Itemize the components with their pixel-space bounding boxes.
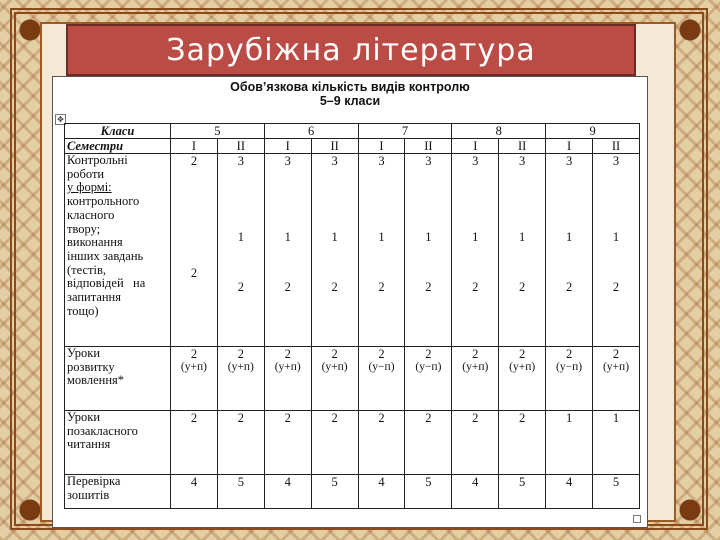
label-line: розвитку bbox=[67, 359, 115, 374]
tasks-value: 2 bbox=[472, 280, 479, 294]
total-value: 3 bbox=[565, 154, 573, 168]
notebooks-label bbox=[65, 475, 171, 509]
speech-cell bbox=[358, 347, 405, 411]
speech-value: 2 bbox=[190, 347, 198, 361]
table-row-classes bbox=[65, 124, 640, 139]
speech-cell bbox=[546, 347, 593, 411]
control-cell bbox=[264, 154, 311, 347]
speech-value: 2 bbox=[237, 347, 244, 361]
speech-cell bbox=[405, 347, 452, 411]
speech-note: (у+п) bbox=[227, 361, 254, 373]
semester-cell: II bbox=[217, 139, 264, 154]
essay-value: 1 bbox=[425, 230, 432, 244]
notebooks-cell: 5 bbox=[217, 475, 264, 509]
total-value: 2 bbox=[190, 154, 198, 168]
table-move-handle-icon[interactable]: ✥ bbox=[55, 114, 66, 125]
label-line: у формі: bbox=[67, 180, 112, 195]
essay-value: 1 bbox=[519, 230, 526, 244]
speech-note: (у+п) bbox=[509, 361, 536, 373]
label-line: класного bbox=[67, 207, 115, 222]
total-value: 3 bbox=[612, 154, 620, 168]
notebooks-cell: 5 bbox=[499, 475, 546, 509]
total-value: 3 bbox=[472, 154, 479, 168]
tasks-value: 2 bbox=[425, 280, 432, 294]
semester-cell: II bbox=[405, 139, 452, 154]
speech-value: 2 bbox=[472, 347, 479, 361]
label-line: твору; bbox=[67, 221, 101, 236]
heading-line-2: 5–9 класи bbox=[319, 94, 381, 108]
label-line: Уроки bbox=[67, 346, 101, 360]
control-cell bbox=[358, 154, 405, 347]
speech-value: 2 bbox=[565, 347, 573, 361]
speech-cell bbox=[217, 347, 264, 411]
grade-header: 9 bbox=[546, 124, 640, 139]
label-line: відповідей на bbox=[67, 276, 146, 291]
grade-header: 5 bbox=[171, 124, 265, 139]
speech-note: (у+п) bbox=[274, 361, 301, 373]
table-row-control-works bbox=[65, 154, 640, 347]
total-value: 3 bbox=[331, 154, 338, 168]
speech-cell bbox=[452, 347, 499, 411]
heading-line-1: Обов’язкова кількість видів контролю bbox=[230, 80, 470, 94]
speech-cell bbox=[171, 347, 218, 411]
speech-note: (у−п) bbox=[368, 361, 395, 373]
speech-value: 2 bbox=[284, 347, 291, 361]
speech-note: (у+п) bbox=[462, 361, 489, 373]
total-value: 3 bbox=[237, 154, 244, 168]
control-cell bbox=[499, 154, 546, 347]
speech-note: (у+п) bbox=[602, 361, 630, 373]
speech-value: 2 bbox=[425, 347, 432, 361]
essay-value: 1 bbox=[612, 230, 620, 244]
essay-value: 1 bbox=[284, 230, 291, 244]
extracurricular-cell: 2 bbox=[499, 411, 546, 475]
control-cell bbox=[593, 154, 640, 347]
tasks-value: 2 bbox=[378, 280, 385, 294]
speech-note: (у+п) bbox=[180, 361, 207, 373]
notebooks-cell: 4 bbox=[546, 475, 593, 509]
label-line: виконання bbox=[67, 235, 123, 250]
label-line: Уроки bbox=[67, 410, 101, 424]
notebooks-cell: 5 bbox=[311, 475, 358, 509]
total-value: 3 bbox=[425, 154, 432, 168]
speech-note: (у−п) bbox=[556, 361, 583, 373]
label-line: Контрольні bbox=[67, 153, 128, 167]
label-line: Перевірка bbox=[67, 474, 121, 488]
control-table bbox=[64, 123, 640, 509]
label-line: роботи bbox=[67, 166, 105, 181]
classes-header: Класи bbox=[65, 124, 171, 139]
speech-cell bbox=[593, 347, 640, 411]
extracurricular-label bbox=[65, 411, 171, 475]
notebooks-cell: 4 bbox=[358, 475, 405, 509]
control-cell bbox=[546, 154, 593, 347]
control-cell bbox=[171, 154, 218, 347]
tasks-value: 2 bbox=[519, 280, 526, 294]
control-cell bbox=[217, 154, 264, 347]
tasks-value: 2 bbox=[612, 280, 620, 294]
control-cell bbox=[452, 154, 499, 347]
tasks-value: 2 bbox=[565, 280, 573, 294]
notebooks-cell: 4 bbox=[171, 475, 218, 509]
essay-value: 1 bbox=[472, 230, 479, 244]
label-line: інших завдань bbox=[67, 248, 144, 263]
extracurricular-cell: 2 bbox=[264, 411, 311, 475]
speech-value: 2 bbox=[519, 347, 526, 361]
embedded-document bbox=[52, 76, 648, 528]
table-row-extracurricular bbox=[65, 411, 640, 475]
extracurricular-cell: 2 bbox=[171, 411, 218, 475]
grade-header: 6 bbox=[264, 124, 358, 139]
speech-cell bbox=[311, 347, 358, 411]
label-line: зошитів bbox=[67, 487, 110, 502]
title-banner bbox=[66, 24, 636, 76]
semester-cell: I bbox=[264, 139, 311, 154]
notebooks-cell: 5 bbox=[593, 475, 640, 509]
essay-value: 1 bbox=[331, 230, 338, 244]
semester-cell: II bbox=[311, 139, 358, 154]
document-heading bbox=[53, 80, 647, 108]
speech-value: 2 bbox=[612, 347, 620, 361]
slide-title: Зарубіжна література bbox=[166, 32, 536, 68]
label-line: (тестів, bbox=[67, 262, 106, 277]
table-row-notebooks bbox=[65, 475, 640, 509]
extracurricular-cell: 1 bbox=[593, 411, 640, 475]
total-value: 3 bbox=[284, 154, 291, 168]
speech-label bbox=[65, 347, 171, 411]
control-cell bbox=[405, 154, 452, 347]
control-cell bbox=[311, 154, 358, 347]
table-row-semesters bbox=[65, 139, 640, 154]
label-line: мовлення* bbox=[67, 373, 125, 388]
total-value: 3 bbox=[519, 154, 526, 168]
document-resize-handle[interactable] bbox=[633, 515, 641, 523]
tasks-value: 2 bbox=[284, 280, 291, 294]
speech-value: 2 bbox=[331, 347, 338, 361]
essay-value: 1 bbox=[565, 230, 573, 244]
extracurricular-cell: 2 bbox=[311, 411, 358, 475]
total-value: 3 bbox=[378, 154, 385, 168]
table-row-speech bbox=[65, 347, 640, 411]
control-works-label bbox=[65, 154, 171, 347]
label-line: запитання bbox=[67, 290, 121, 305]
essay-value: 1 bbox=[237, 230, 244, 244]
semester-cell: I bbox=[171, 139, 218, 154]
tasks-value: 2 bbox=[190, 266, 198, 280]
extracurricular-cell: 2 bbox=[217, 411, 264, 475]
extracurricular-cell: 2 bbox=[405, 411, 452, 475]
notebooks-cell: 4 bbox=[264, 475, 311, 509]
semester-cell: II bbox=[593, 139, 640, 154]
tasks-value: 2 bbox=[331, 280, 338, 294]
label-line: тощо) bbox=[67, 303, 99, 318]
speech-cell bbox=[499, 347, 546, 411]
extracurricular-cell: 1 bbox=[546, 411, 593, 475]
grade-header: 7 bbox=[358, 124, 452, 139]
label-line: читання bbox=[67, 437, 111, 452]
notebooks-cell: 5 bbox=[405, 475, 452, 509]
notebooks-cell: 4 bbox=[452, 475, 499, 509]
semester-cell: I bbox=[546, 139, 593, 154]
grade-header: 8 bbox=[452, 124, 546, 139]
semester-cell: I bbox=[358, 139, 405, 154]
essay-value: 1 bbox=[378, 230, 385, 244]
tasks-value: 2 bbox=[237, 280, 244, 294]
label-line: позакласного bbox=[67, 423, 138, 438]
extracurricular-cell: 2 bbox=[358, 411, 405, 475]
label-line: контрольного bbox=[67, 194, 140, 209]
semester-cell: I bbox=[452, 139, 499, 154]
speech-note: (у+п) bbox=[321, 361, 348, 373]
semester-cell: II bbox=[499, 139, 546, 154]
extracurricular-cell: 2 bbox=[452, 411, 499, 475]
semesters-header: Семестри bbox=[65, 139, 171, 154]
speech-note: (у−п) bbox=[415, 361, 442, 373]
speech-cell bbox=[264, 347, 311, 411]
speech-value: 2 bbox=[378, 347, 385, 361]
